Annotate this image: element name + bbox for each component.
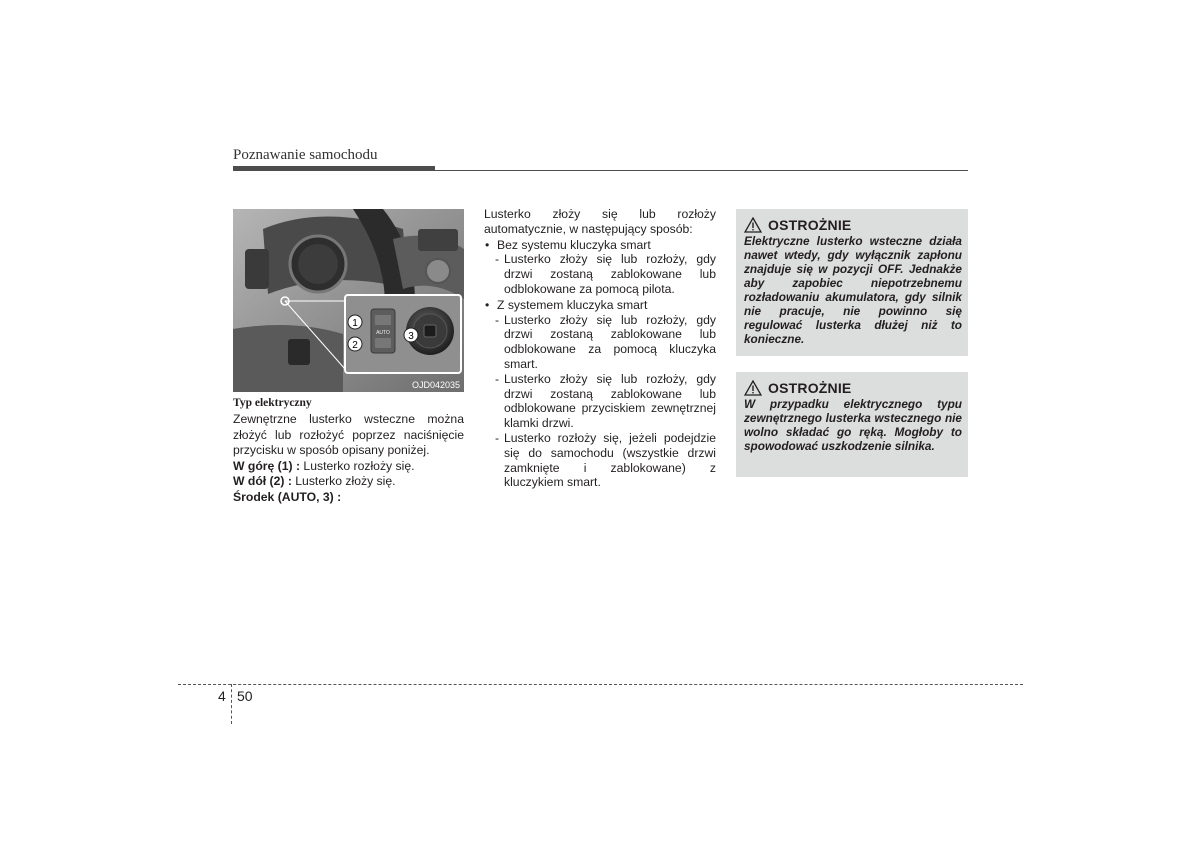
header-rule bbox=[435, 170, 968, 171]
footer-divider bbox=[231, 684, 232, 724]
up-line bbox=[233, 459, 464, 474]
middle-line bbox=[233, 490, 464, 505]
dash-mark: - bbox=[495, 430, 500, 445]
up-label: W górę (1) : bbox=[233, 459, 301, 474]
dash-text: Lusterko złoży się lub rozłoży, gdy drzwi zostaną zablokowane lub odblokowane za pomocą kluczyka smart. bbox=[504, 312, 716, 371]
bullet-item bbox=[484, 298, 716, 313]
caution-body: Elektryczne lusterko wsteczne działa nawet wtedy, gdy wyłącznik zapłonu znajduje się w pozycji OFF. Jednakże aby zapobiec niepotrzebnemu rozładowaniu akumulatora, gdy silnik nie pracuje, nie powinno się regulować lusterka dłużej niż to konieczne. bbox=[744, 234, 962, 346]
intro-paragraph: Zewnętrzne lusterko wsteczne można złożyć lub rozłożyć poprzez naciśnięcie przycisku w sposób opisany poniżej. bbox=[233, 412, 464, 457]
footer-rule bbox=[178, 684, 1023, 685]
dash-text: Lusterko złoży się lub rozłoży, gdy drzwi zostaną zablokowane lub odblokowane przyciskiem zewnętrznej klamki drzwi. bbox=[504, 371, 716, 431]
header-bar bbox=[233, 166, 435, 171]
left-column bbox=[233, 396, 464, 505]
dash-mark: - bbox=[495, 252, 500, 267]
dashboard-illustration bbox=[233, 209, 464, 392]
callout-1: 1 bbox=[352, 318, 358, 329]
page-number: 50 bbox=[237, 688, 253, 704]
dash-item bbox=[484, 431, 716, 490]
bullet-mark: • bbox=[485, 237, 490, 252]
callout-3: 3 bbox=[408, 331, 414, 342]
bullet-text: Bez systemu kluczyka smart bbox=[497, 237, 651, 252]
middle-label: Środek (AUTO, 3) : bbox=[233, 489, 342, 504]
down-text: Lusterko złoży się. bbox=[291, 474, 396, 489]
dash-item bbox=[484, 252, 716, 296]
bullet-mark: • bbox=[485, 297, 490, 312]
caution-box-2 bbox=[736, 372, 968, 477]
bullet-text: Z systemem kluczyka smart bbox=[497, 297, 648, 312]
auto-switch-label: AUTO bbox=[376, 330, 390, 336]
dash-text: Lusterko rozłoży się, jeżeli podejdzie się do samochodu (wszystkie drzwi zamknięte i zablokowane) z kluczykiem smart. bbox=[504, 430, 716, 490]
caution-body: W przypadku elektrycznego typu zewnętrznego lusterka wstecznego nie wolno składać go ręką. Mogłoby to spowodować uszkodzenie silnika. bbox=[744, 397, 962, 453]
dash-item bbox=[484, 372, 716, 431]
caution-title: OSTROŻNIE bbox=[768, 380, 852, 396]
dash-mark: - bbox=[495, 371, 500, 386]
section-number: 4 bbox=[218, 688, 226, 704]
figure-code: OJD042035 bbox=[411, 380, 460, 390]
caution-title: OSTROŻNIE bbox=[768, 217, 852, 233]
down-label: W dół (2) : bbox=[233, 474, 292, 489]
auto-intro: Lusterko złoży się lub rozłoży automatycznie, w następujący sposób: bbox=[484, 207, 716, 236]
caution-box-1 bbox=[736, 209, 968, 356]
down-line bbox=[233, 474, 464, 489]
warning-triangle-icon bbox=[744, 380, 762, 396]
running-header: Poznawanie samochodu bbox=[233, 147, 378, 163]
bullet-item bbox=[484, 238, 716, 253]
dash-text: Lusterko złoży się lub rozłoży, gdy drzwi zostaną zablokowane lub odblokowane za pomocą pilota. bbox=[504, 252, 716, 296]
warning-triangle-icon bbox=[744, 217, 762, 233]
dash-item bbox=[484, 313, 716, 372]
dash-mark: - bbox=[495, 312, 500, 327]
callout-2: 2 bbox=[352, 340, 358, 351]
mirror-switch-figure bbox=[233, 209, 464, 392]
caution-header bbox=[744, 380, 962, 396]
section-subhead: Typ elektryczny bbox=[233, 397, 312, 409]
caution-header bbox=[744, 217, 962, 233]
middle-column bbox=[484, 207, 716, 490]
up-text: Lusterko rozłoży się. bbox=[300, 459, 415, 474]
